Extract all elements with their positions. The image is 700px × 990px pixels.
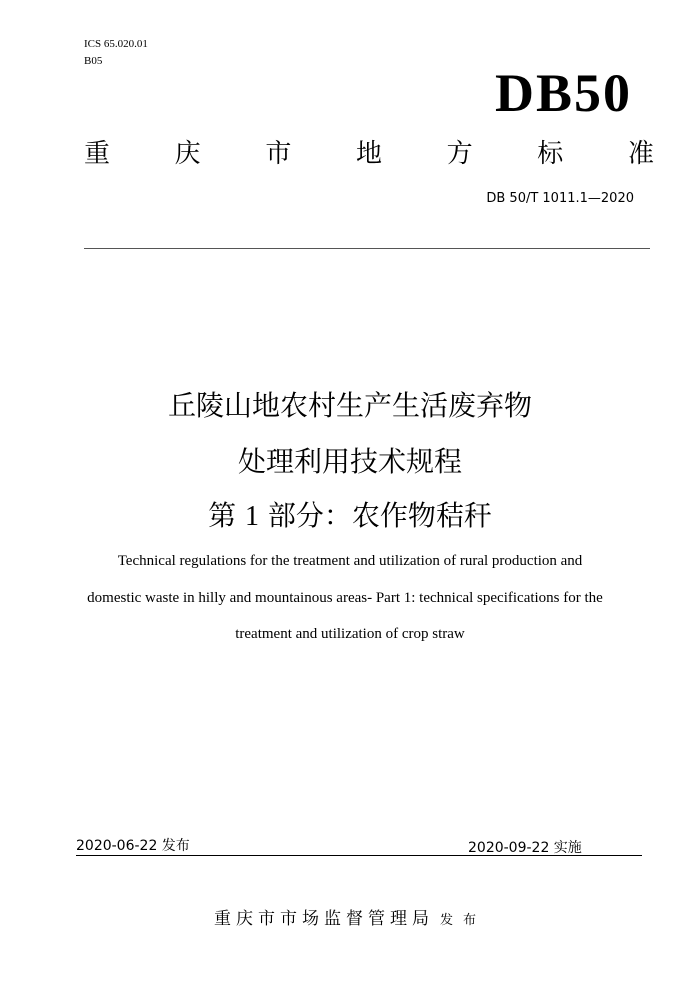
title-line-1: 丘陵山地农村生产生活废弃物 (167, 389, 532, 422)
standard-type-char: 市 (265, 139, 292, 169)
bottom-divider (76, 855, 642, 856)
english-title-line-1: Technical regulations for the treatment and utilization of rural production and (117, 553, 583, 569)
title-line-3 (0, 494, 700, 539)
top-divider (84, 248, 650, 249)
standard-type-char: 方 (446, 139, 473, 169)
implementation-date: 2020-09-22 实施 (468, 840, 582, 856)
standard-type-char: 准 (627, 139, 654, 169)
title-part-number: 1 (245, 501, 259, 532)
issuer-organization: 重庆市市场监督管理局 (213, 909, 434, 929)
standard-type (84, 136, 654, 172)
issue-date: 2020-06-22 发布 (76, 838, 190, 854)
standard-type-char: 庆 (174, 139, 201, 169)
standard-number: DB 50/T 1011.1—2020 (486, 191, 634, 206)
standard-type-char: 重 (84, 139, 111, 169)
ics-code: ICS 65.020.01 (84, 38, 148, 50)
english-title-line-3: treatment and utilization of crop straw (235, 626, 465, 642)
classification-code: B05 (84, 55, 103, 67)
standard-type-char: 标 (537, 139, 564, 169)
issuer-action: 发布 (439, 913, 486, 928)
standard-code-logo: DB50 (494, 63, 632, 123)
title-line-2: 处理利用技术规程 (237, 445, 462, 478)
standard-type-char: 地 (355, 139, 382, 169)
title-part-suffix: 部分：农作物秸秆 (267, 499, 492, 532)
title-part-prefix: 第 (208, 499, 237, 532)
english-title-line-2: domestic waste in hilly and mountainous areas- Part 1: technical specifications for the (87, 590, 603, 606)
issuer (0, 906, 700, 934)
